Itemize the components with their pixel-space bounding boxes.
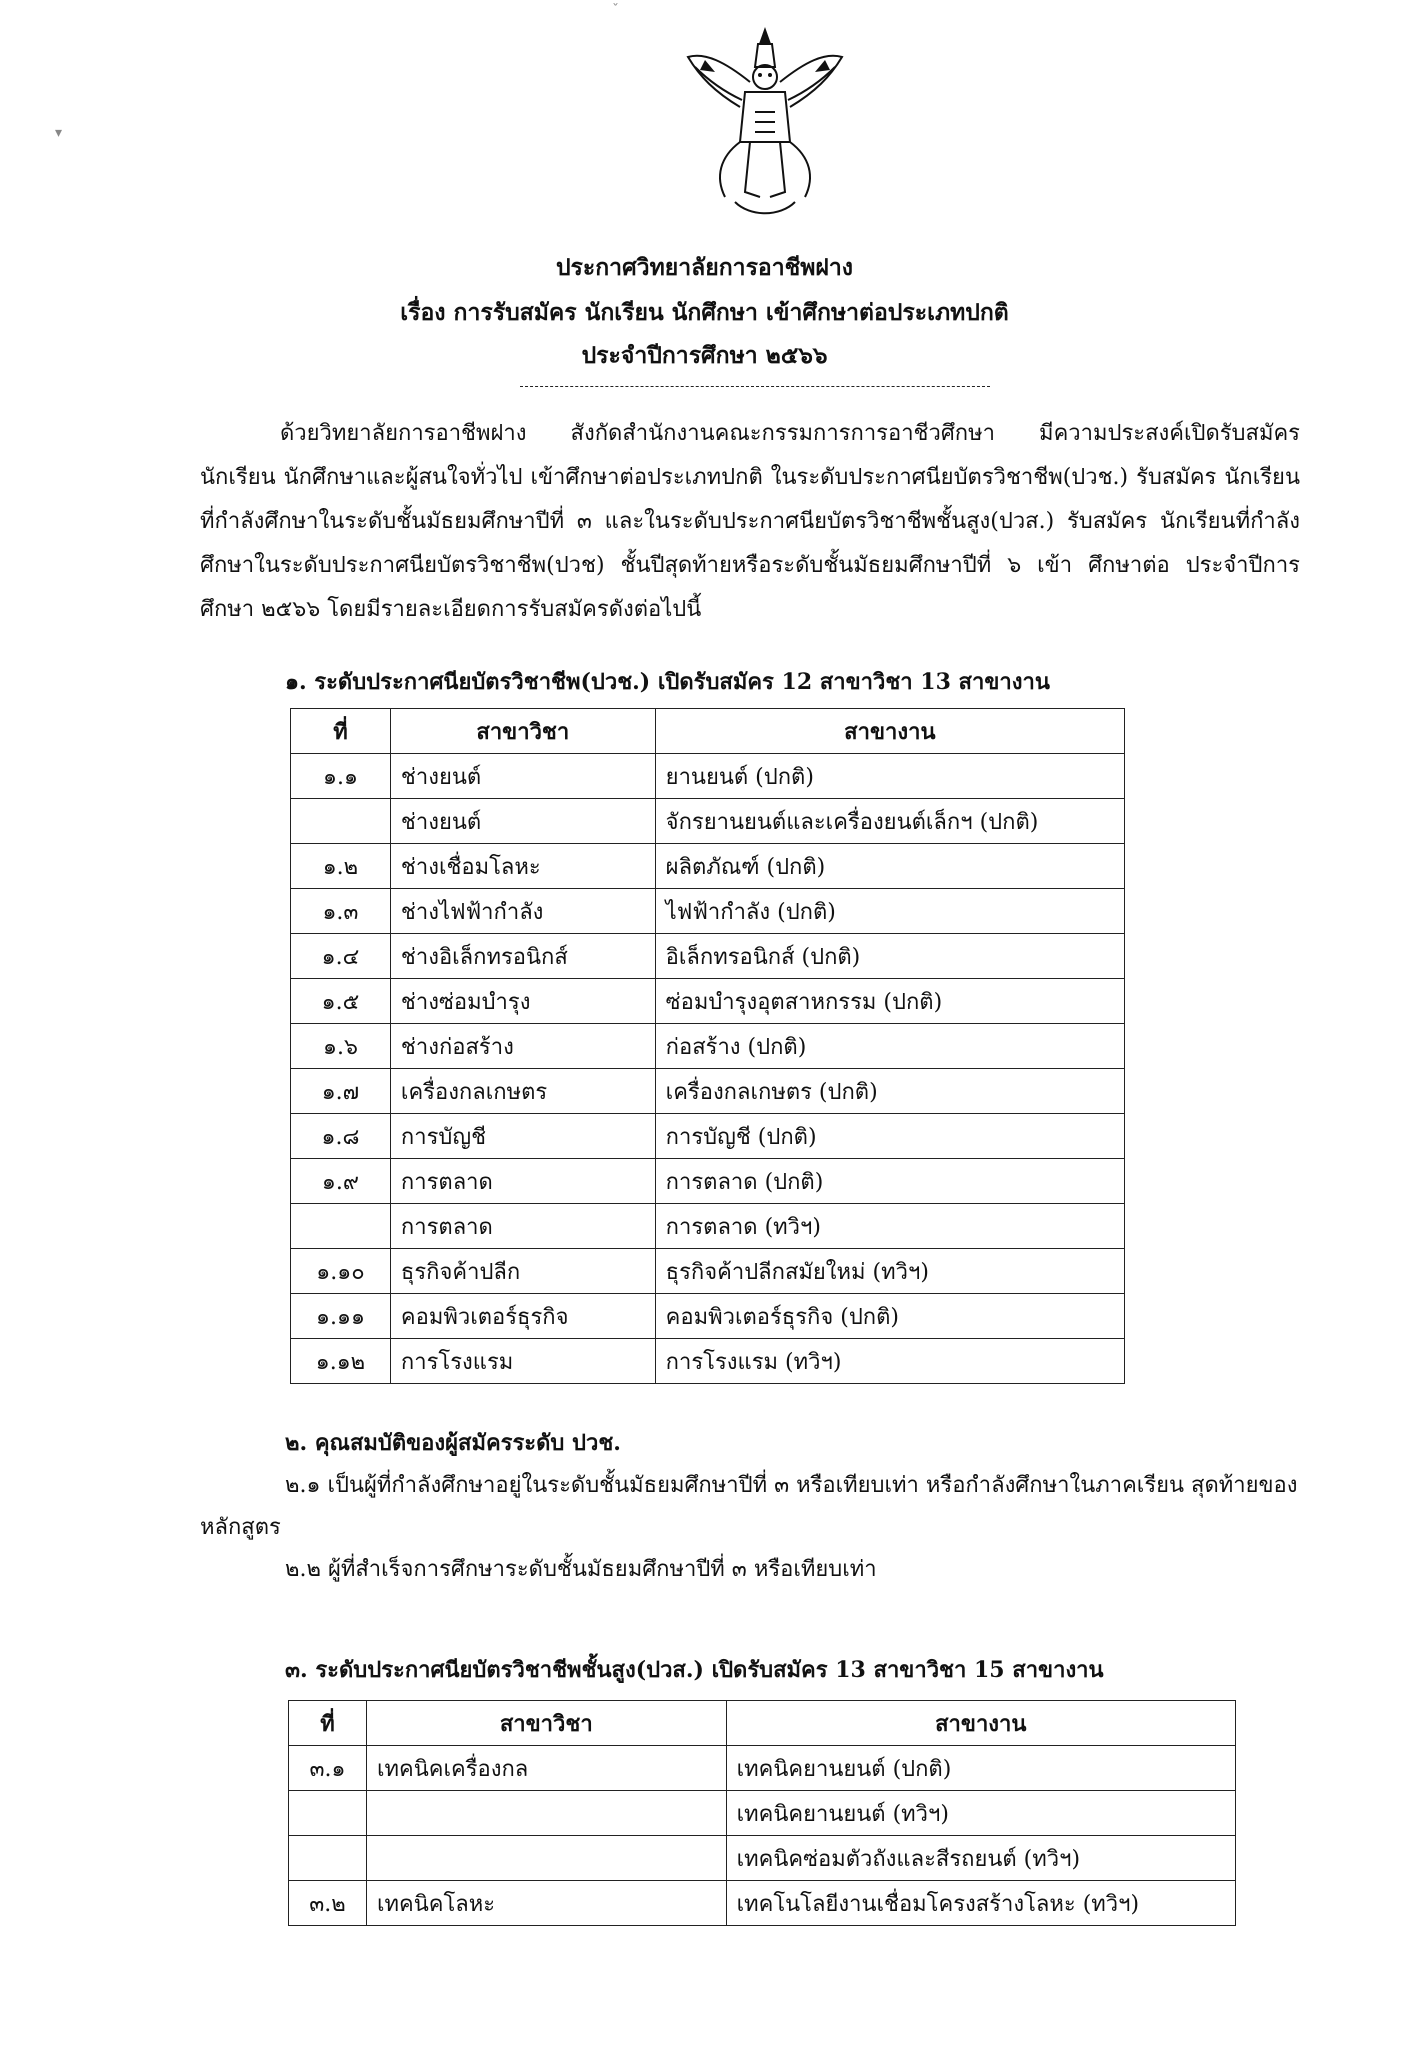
row-number: ๓.๒	[289, 1881, 367, 1926]
table-row	[291, 1024, 1125, 1069]
row-number: ๑.๑	[291, 754, 391, 799]
program-cell: ช่างอิเล็กทรอนิกส์	[390, 934, 655, 979]
program-cell: เครื่องกลเกษตร	[390, 1069, 655, 1114]
announcement-title: ประกาศวิทยาลัยการอาชีพฝาง	[555, 254, 854, 281]
scan-mark: ˇ	[612, 2, 619, 18]
major-cell: เครื่องกลเกษตร (ปกติ)	[655, 1069, 1124, 1114]
table-row	[291, 1294, 1125, 1339]
program-cell: การตลาด	[390, 1159, 655, 1204]
major-cell: การบัญชี (ปกติ)	[655, 1114, 1124, 1159]
major-cell: ก่อสร้าง (ปกติ)	[655, 1024, 1124, 1069]
section1-title: ๑. ระดับประกาศนียบัตรวิชาชีพ(ปวช.) เปิดรับสมัคร 12 สาขาวิชา 13 สาขางาน	[285, 669, 1050, 695]
table-row	[291, 1204, 1125, 1249]
table-header-row	[289, 1701, 1236, 1746]
major-cell: ยานยนต์ (ปกติ)	[655, 754, 1124, 799]
col-header-program: สาขาวิชา	[390, 709, 655, 754]
program-cell: การโรงแรม	[390, 1339, 655, 1384]
program-cell: เทคนิคเครื่องกล	[366, 1746, 726, 1791]
row-number	[291, 1204, 391, 1249]
program-cell: การบัญชี	[390, 1114, 655, 1159]
table-row	[291, 979, 1125, 1024]
program-cell: คอมพิวเตอร์ธุรกิจ	[390, 1294, 655, 1339]
row-number: ๑.๒	[291, 844, 391, 889]
major-cell: เทคนิคยานยนต์ (ทวิฯ)	[726, 1791, 1235, 1836]
col-header-major: สาขางาน	[655, 709, 1124, 754]
program-cell: ธุรกิจค้าปลีก	[390, 1249, 655, 1294]
table-row	[291, 1114, 1125, 1159]
table-row	[289, 1881, 1236, 1926]
major-cell: ซ่อมบำรุงอุตสาหกรรม (ปกติ)	[655, 979, 1124, 1024]
row-number: ๑.๘	[291, 1114, 391, 1159]
col-header-no: ที่	[291, 709, 391, 754]
program-cell: การตลาด	[390, 1204, 655, 1249]
major-cell: เทคนิคยานยนต์ (ปกติ)	[726, 1746, 1235, 1791]
program-cell: ช่างเชื่อมโลหะ	[390, 844, 655, 889]
table-row	[289, 1836, 1236, 1881]
major-cell: อิเล็กทรอนิกส์ (ปกติ)	[655, 934, 1124, 979]
row-number: ๑.๖	[291, 1024, 391, 1069]
table-row	[291, 934, 1125, 979]
major-cell: ไฟฟ้ากำลัง (ปกติ)	[655, 889, 1124, 934]
garuda-emblem-icon	[680, 22, 850, 227]
row-number	[291, 799, 391, 844]
intro-paragraph	[200, 412, 1300, 632]
announcement-subject: เรื่อง การรับสมัคร นักเรียน นักศึกษา เข้าศึกษาต่อประเภทปกติ	[400, 299, 1009, 326]
program-cell: เทคนิคโลหะ	[366, 1881, 726, 1926]
program-cell	[366, 1836, 726, 1881]
col-header-major: สาขางาน	[726, 1701, 1235, 1746]
qualification-item: ๒.๒ ผู้ที่สำเร็จการศึกษาระดับชั้นมัธยมศึกษาปีที่ ๓ หรือเทียบเท่า	[285, 1557, 877, 1582]
table-row	[291, 1339, 1125, 1384]
major-cell: การตลาด (ปกติ)	[655, 1159, 1124, 1204]
col-header-program: สาขาวิชา	[366, 1701, 726, 1746]
row-number: ๑.๓	[291, 889, 391, 934]
section3-title: ๓. ระดับประกาศนียบัตรวิชาชีพชั้นสูง(ปวส.) เปิดรับสมัคร 13 สาขาวิชา 15 สาขางาน	[285, 1657, 1104, 1683]
row-number	[289, 1836, 367, 1881]
row-number: ๑.๑๑	[291, 1294, 391, 1339]
program-cell: ช่างยนต์	[390, 754, 655, 799]
row-number: ๑.๙	[291, 1159, 391, 1204]
program-cell: ช่างซ่อมบำรุง	[390, 979, 655, 1024]
row-number: ๓.๑	[289, 1746, 367, 1791]
major-cell: ธุรกิจค้าปลีกสมัยใหม่ (ทวิฯ)	[655, 1249, 1124, 1294]
section2-body	[200, 1465, 1300, 1591]
table-row	[289, 1791, 1236, 1836]
intro-text: ด้วยวิทยาลัยการอาชีพฝาง สังกัดสำนักงานคณะกรรมการการอาชีวศึกษา มีความประสงค์เปิดรับสมัคร นักเรียน นักศึกษาและผู้สนใจทั่วไป เข้าศึกษาต่อประเภทปกติ ในระดับประกาศนียบัตรวิชาชีพ(ปวช.) รับสมัคร นักเรียนที่กำลังศึกษาในระดับชั้นมัธยมศึกษาปีที่ ๓ และในระดับประกาศนียบัตรวิชาชีพชั้นสูง(ปวส.) รับสมัคร นักเรียนที่กำลังศึกษาในระดับประกาศนียบัตรวิชาชีพ(ปวช) ชั้นปีสุดท้ายหรือระดับชั้นมัธยมศึกษาปีที่ ๖ เข้า ศึกษาต่อ ประจำปีการศึกษา ๒๕๖๖ โดยมีรายละเอียดการรับสมัครดังต่อไปนี้	[200, 421, 1300, 622]
row-number: ๑.๑๐	[291, 1249, 391, 1294]
table-row	[291, 754, 1125, 799]
major-cell: ผลิตภัณฑ์ (ปกติ)	[655, 844, 1124, 889]
table-header-row	[291, 709, 1125, 754]
section3-table	[288, 1700, 1236, 1926]
major-cell: จักรยานยนต์และเครื่องยนต์เล็กฯ (ปกติ)	[655, 799, 1124, 844]
row-number: ๑.๔	[291, 934, 391, 979]
table-row	[291, 889, 1125, 934]
scan-mark: ▾	[55, 125, 63, 141]
table-row	[291, 1069, 1125, 1114]
section2-title: ๒. คุณสมบัติของผู้สมัครระดับ ปวช.	[285, 1430, 621, 1456]
table-row	[291, 799, 1125, 844]
major-cell: การโรงแรม (ทวิฯ)	[655, 1339, 1124, 1384]
table-row	[289, 1746, 1236, 1791]
major-cell: การตลาด (ทวิฯ)	[655, 1204, 1124, 1249]
row-number	[289, 1791, 367, 1836]
program-cell	[366, 1791, 726, 1836]
col-header-no: ที่	[289, 1701, 367, 1746]
major-cell: คอมพิวเตอร์ธุรกิจ (ปกติ)	[655, 1294, 1124, 1339]
qualification-item: ๒.๑ เป็นผู้ที่กำลังศึกษาอยู่ในระดับชั้นมัธยมศึกษาปีที่ ๓ หรือเทียบเท่า หรือกำลังศึกษาในภาคเรียน สุดท้ายของหลักสูตร	[200, 1473, 1298, 1540]
table-row	[291, 1249, 1125, 1294]
row-number: ๑.๗	[291, 1069, 391, 1114]
academic-year: ประจำปีการศึกษา ๒๕๖๖	[581, 342, 828, 369]
section1-table	[290, 708, 1125, 1384]
program-cell: ช่างไฟฟ้ากำลัง	[390, 889, 655, 934]
program-cell: ช่างก่อสร้าง	[390, 1024, 655, 1069]
divider	[520, 386, 990, 387]
major-cell: เทคโนโลยีงานเชื่อมโครงสร้างโลหะ (ทวิฯ)	[726, 1881, 1235, 1926]
table-row	[291, 844, 1125, 889]
major-cell: เทคนิคซ่อมตัวถังและสีรถยนต์ (ทวิฯ)	[726, 1836, 1235, 1881]
program-cell: ช่างยนต์	[390, 799, 655, 844]
table-row	[291, 1159, 1125, 1204]
row-number: ๑.๑๒	[291, 1339, 391, 1384]
row-number: ๑.๕	[291, 979, 391, 1024]
